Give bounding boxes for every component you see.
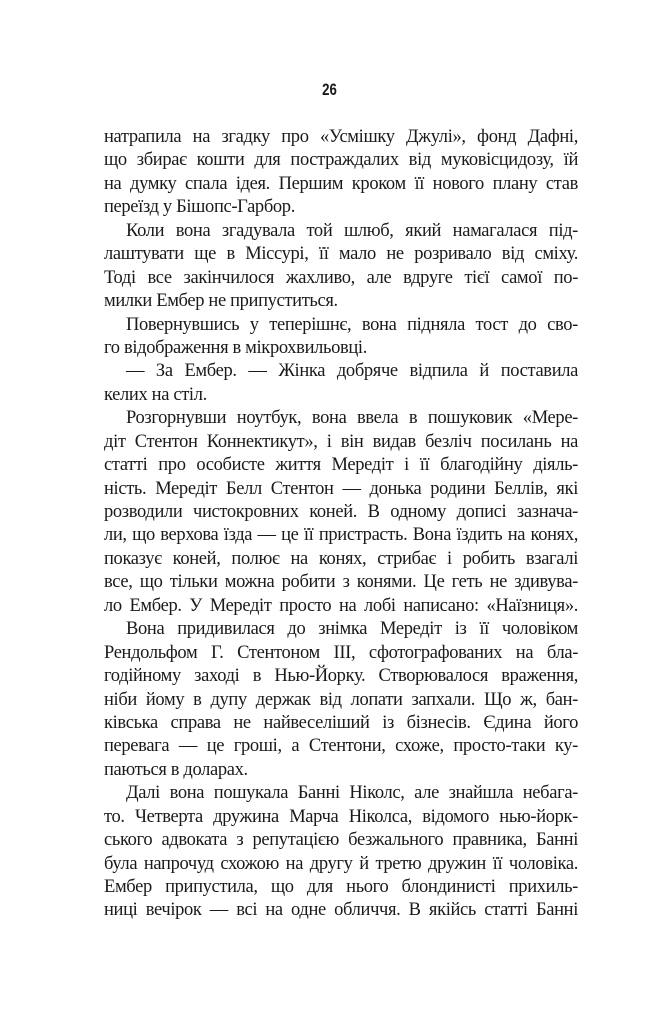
paragraph-3 [104, 314, 578, 361]
text-line: була напрочуд схожою на другу й третю дружин її чоловіка. [104, 853, 578, 874]
text-line: Коли вона згадувала той шлюб, який намагалася під- [126, 220, 578, 241]
text-line: натрапила на згадку про «Усмішку Джулі», фонд Дафні, [104, 127, 578, 147]
text-line: перевага — це гроші, а Стентони, схоже, просто-таки ку- [104, 736, 578, 757]
text-line: статті про особисте життя Мередіт і її благодійну діяль- [104, 455, 578, 476]
text-line: Далі вона пошукала Банні Ніколс, але знайшла небага- [126, 783, 578, 804]
paragraph-2 [104, 220, 578, 314]
text-line: го відображення в мікрохвильовці. [104, 337, 367, 358]
text-line: діт Стентон Коннектикут», і він видав безліч посилань на [104, 431, 578, 452]
text-line: Рендольфом Г. Стентоном III, сфотографованих на бла- [104, 642, 578, 663]
paragraph-4 [104, 360, 578, 407]
text-line: ність. Мередіт Белл Стентон — донька родини Беллів, які [104, 478, 578, 499]
text-line: переїзд у Бішопс-Гарбор. [104, 197, 295, 218]
text-line: лаштувати ще в Міссурі, її мало не розривало від сміху. [104, 244, 578, 265]
text-line: милки Ембер не припуститься. [104, 291, 338, 312]
text-line: на думку спала ідея. Першим кроком її нового плану став [104, 173, 578, 194]
text-line: Розгорнувши ноутбук, вона ввела в пошуковик «Мере- [126, 408, 578, 429]
text-line: паються в доларах. [104, 759, 248, 780]
paragraph-1 [104, 126, 578, 220]
body-text [104, 126, 578, 923]
text-line: годійному заході в Нью-Йорку. Створювалося враження, [104, 666, 578, 687]
page-number: 26 [322, 80, 337, 99]
text-line: ніби йому в дупу держак від лопати запхали. Що ж, бан- [104, 689, 578, 710]
text-line: келих на стіл. [104, 384, 207, 405]
paragraph-6 [104, 618, 578, 782]
text-line: ниці вечірок — всі на одне обличчя. В якійсь статті Банні [104, 900, 578, 921]
text-line: то. Четверта дружина Марча Ніколса, відомого нью-йорк- [104, 806, 578, 827]
text-line: все, що тільки можна робити з конями. Це геть не здивува- [104, 572, 578, 593]
paragraph-7 [104, 782, 578, 923]
text-line: Тоді все закінчилося жахливо, але вдруге тієї самої по- [104, 267, 578, 288]
text-line: ли, що верхова їзда — це її пристрасть. Вона їздить на конях, [104, 525, 578, 546]
text-line: Повернувшись у теперішнє, вона підняла тост до сво- [126, 314, 578, 335]
text-line: Вона придивилася до знімка Мередіт із її чоловіком [126, 619, 578, 640]
text-line: Ембер припустила, що для нього блондинисті прихиль- [104, 877, 578, 897]
text-line: показує коней, полює на конях, стрибає і робить взагалі [104, 548, 578, 569]
text-line: — За Ембер. — Жінка добряче відпила й поставила [126, 361, 578, 382]
text-line: ківська справа не найвеселіший із бізнесів. Єдина його [104, 712, 578, 733]
paragraph-5 [104, 407, 578, 618]
text-line: ло Ембер. У Мередіт просто на лобі написано: «Наїзниця». [104, 595, 578, 616]
text-line: розводили чистокровних коней. В одному дописі зазнача- [104, 502, 578, 522]
text-line: що збирає кошти для постраждалих від муковісцидозу, їй [104, 150, 578, 171]
text-line: ського адвоката з репутацією безжального правника, Банні [104, 830, 578, 851]
